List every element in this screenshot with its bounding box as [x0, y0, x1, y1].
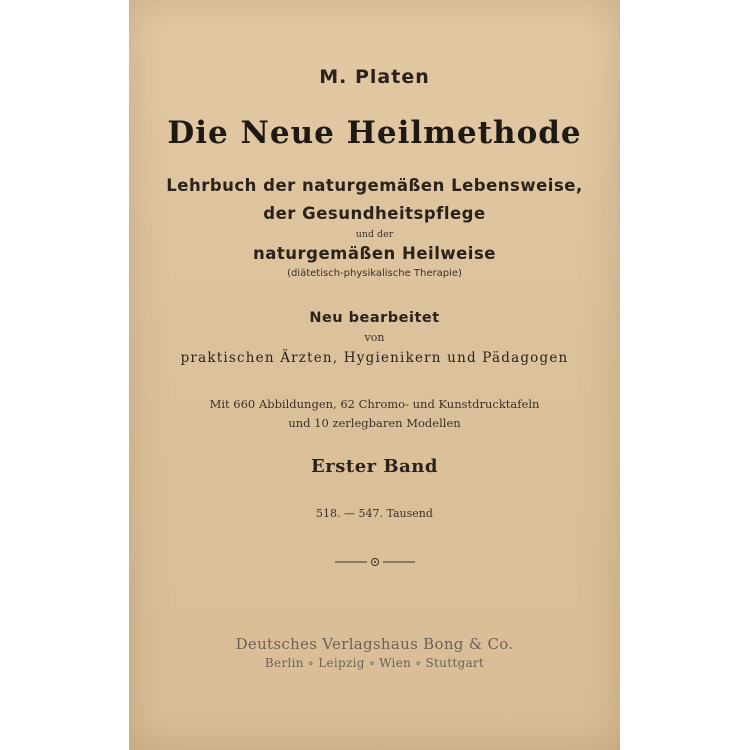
- print-run: 518. — 547. Tausend: [316, 507, 433, 520]
- title-page: [129, 0, 620, 750]
- subtitle-line-2: der Gesundheitspflege: [263, 204, 486, 223]
- publisher-cities: Berlin ∘ Leipzig ∘ Wien ∘ Stuttgart: [264, 656, 485, 670]
- publisher-name: Deutsches Verlagshaus Bong & Co.: [235, 635, 514, 653]
- ornament-divider-icon: [335, 556, 415, 568]
- volume-label: Erster Band: [311, 456, 438, 477]
- von-text: von: [364, 331, 385, 344]
- revised-label: Neu bearbeitet: [309, 310, 440, 326]
- und-der-text: und der: [355, 229, 394, 240]
- book-title: Die Neue Heilmethode: [167, 115, 582, 151]
- illustrations-line-2: und 10 zerlegbaren Modellen: [288, 416, 461, 430]
- subtitle-line-3: naturgemäßen Heilweise: [253, 244, 496, 263]
- author-name: M. Platen: [319, 66, 430, 88]
- editors-line: praktischen Ärzten, Hygienikern und Pädagogen: [180, 350, 569, 366]
- illustrations-line-1: Mit 660 Abbildungen, 62 Chromo- und Kunstdrucktafeln: [209, 397, 540, 411]
- therapy-note: (diätetisch-physikalische Therapie): [287, 268, 462, 279]
- subtitle-line-1: Lehrbuch der naturgemäßen Lebensweise,: [166, 176, 583, 195]
